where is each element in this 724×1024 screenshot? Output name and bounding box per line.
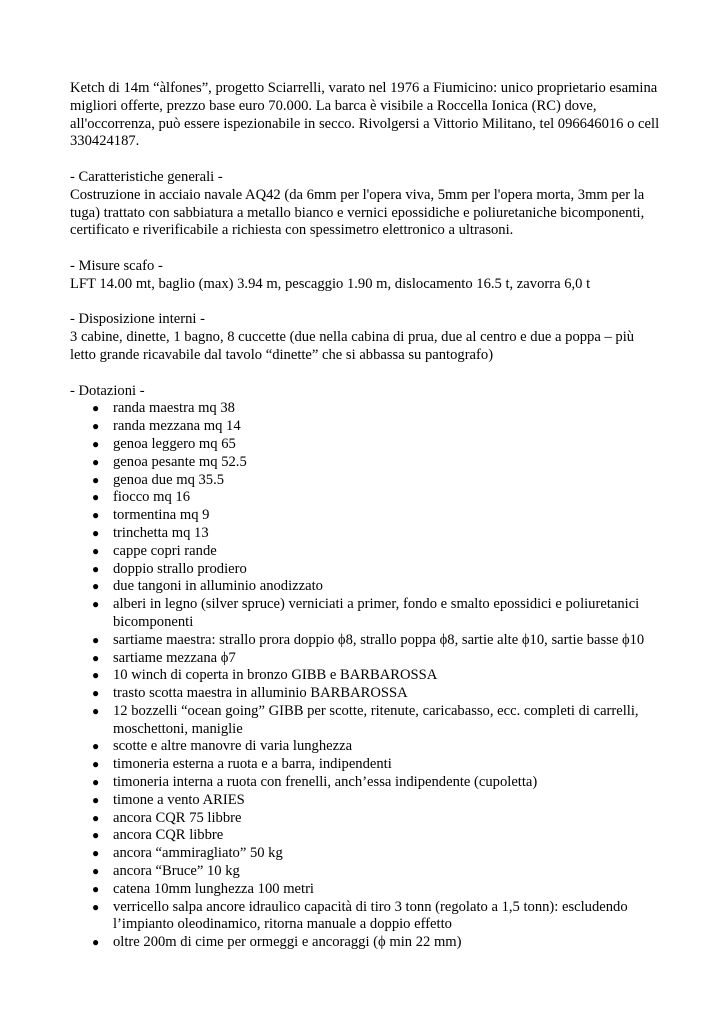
measures-heading: - Misure scafo - <box>70 257 163 274</box>
bullet-icon: ● <box>92 828 100 843</box>
list-item <box>70 561 660 579</box>
list-item <box>70 667 660 685</box>
list-item <box>70 436 660 454</box>
bullet-icon: ● <box>92 686 100 701</box>
list-item-text: genoa pesante mq 52.5 <box>113 453 247 470</box>
list-item-text: genoa due mq 35.5 <box>113 471 225 488</box>
list-item-text: sartiame mezzana ϕ7 <box>113 649 236 666</box>
spacer <box>70 151 660 169</box>
bullet-icon: ● <box>92 650 100 665</box>
list-item-text: timoneria interna a ruota con frenelli, anch’essa indipendente (cupoletta) <box>113 774 538 791</box>
list-item-text: genoa leggero mq 65 <box>113 435 236 452</box>
bullet-icon: ● <box>92 881 100 896</box>
bullet-icon: ● <box>92 508 100 523</box>
list-item-text: ancora “Bruce” 10 kg <box>113 863 240 880</box>
spacer <box>70 294 660 312</box>
bullet-icon: ● <box>92 899 100 914</box>
list-item-text: randa mezzana mq 14 <box>113 418 241 435</box>
bullet-icon: ● <box>92 525 100 540</box>
list-item <box>70 810 660 828</box>
list-item <box>70 827 660 845</box>
list-item-text: fiocco mq 16 <box>113 489 191 506</box>
list-item-text: trinchetta mq 13 <box>113 524 209 541</box>
list-item <box>70 703 660 739</box>
list-item <box>70 418 660 436</box>
list-item-text: ancora “ammiragliato” 50 kg <box>113 845 283 862</box>
bullet-icon: ● <box>92 472 100 487</box>
general-text: Costruzione in acciaio navale AQ42 (da 6mm per l'opera viva, 5mm per l'opera morta, 3mm per la tuga) trattato con sabbiatura a metallo bianco e vernici epossidiche e poliuretaniche bicomponenti, certificato e riverificabile a richiesta con spessimetro elettronico a ultrasoni. <box>70 186 645 239</box>
equipment-list <box>70 400 660 952</box>
intro-paragraph: Ketch di 14m “àlfones”, progetto Sciarrelli, varato nel 1976 a Fiumicino: unico proprietario esamina migliori offerte, prezzo base euro 70.000. La barca è visibile a Roccella Ionica (RC) dove, all'occorrenza, può essere ispezionabile in secco. Rivolgersi a Vittorio Militano, tel 096646016 o cell 330424187. <box>70 80 660 150</box>
spacer <box>70 365 660 383</box>
list-item <box>70 489 660 507</box>
list-item-text: doppio strallo prodiero <box>113 560 247 577</box>
bullet-icon: ● <box>92 668 100 683</box>
bullet-icon: ● <box>92 935 100 950</box>
list-item-text: timone a vento ARIES <box>113 791 245 808</box>
list-item-text: 10 winch di coperta in bronzo GIBB e BARBAROSSA <box>113 667 438 684</box>
bullet-icon: ● <box>92 775 100 790</box>
list-item-text: ancora CQR libbre <box>113 827 224 844</box>
list-item <box>70 845 660 863</box>
list-item <box>70 632 660 650</box>
list-item <box>70 738 660 756</box>
list-item <box>70 934 660 952</box>
list-item <box>70 899 660 935</box>
bullet-icon: ● <box>92 401 100 416</box>
list-item <box>70 578 660 596</box>
list-item <box>70 792 660 810</box>
bullet-icon: ● <box>92 597 100 612</box>
list-item-text: scotte e altre manovre di varia lunghezza <box>113 738 353 755</box>
list-item-text: due tangoni in alluminio anodizzato <box>113 578 323 595</box>
list-item <box>70 543 660 561</box>
document-page <box>70 80 660 952</box>
bullet-icon: ● <box>92 757 100 772</box>
list-item <box>70 863 660 881</box>
list-item-text: catena 10mm lunghezza 100 metri <box>113 880 314 897</box>
list-item <box>70 454 660 472</box>
interior-text: 3 cabine, dinette, 1 bagno, 8 cuccette (due nella cabina di prua, due al centro e due a poppa – più letto grande ricavabile dal tavolo “dinette” che si abbassa su pantografo) <box>70 329 635 363</box>
bullet-icon: ● <box>92 810 100 825</box>
list-item-text: 12 bozzelli “ocean going” GIBB per scotte, ritenute, caricabasso, ecc. completi di carrelli, moschettoni, maniglie <box>113 702 639 737</box>
equipment-heading: - Dotazioni - <box>70 382 145 399</box>
list-item <box>70 596 660 632</box>
list-item <box>70 507 660 525</box>
bullet-icon: ● <box>92 436 100 451</box>
list-item-text: randa maestra mq 38 <box>113 400 235 417</box>
list-item-text: cappe copri rande <box>113 542 217 559</box>
list-item <box>70 881 660 899</box>
list-item <box>70 650 660 668</box>
list-item <box>70 525 660 543</box>
interior-heading: - Disposizione interni - <box>70 311 205 328</box>
bullet-icon: ● <box>92 703 100 718</box>
bullet-icon: ● <box>92 561 100 576</box>
bullet-icon: ● <box>92 419 100 434</box>
list-item-text: alberi in legno (silver spruce) verniciati a primer, fondo e smalto epossidici e poliuretanici bicomponenti <box>113 596 640 630</box>
bullet-icon: ● <box>92 579 100 594</box>
bullet-icon: ● <box>92 632 100 647</box>
list-item-text: oltre 200m di cime per ormeggi e ancoraggi (ϕ min 22 mm) <box>113 934 462 951</box>
bullet-icon: ● <box>92 846 100 861</box>
general-heading: - Caratteristiche generali - <box>70 168 223 185</box>
bullet-icon: ● <box>92 864 100 879</box>
spacer <box>70 240 660 258</box>
list-item-text: sartiame maestra: strallo prora doppio ϕ8, strallo poppa ϕ8, sartie alte ϕ10, sartie basse ϕ10 <box>113 631 645 648</box>
list-item <box>70 774 660 792</box>
list-item <box>70 400 660 418</box>
bullet-icon: ● <box>92 792 100 807</box>
measures-text: LFT 14.00 mt, baglio (max) 3.94 m, pescaggio 1.90 m, dislocamento 16.5 t, zavorra 6,0 t <box>70 275 591 292</box>
list-item <box>70 685 660 703</box>
bullet-icon: ● <box>92 454 100 469</box>
bullet-icon: ● <box>92 490 100 505</box>
bullet-icon: ● <box>92 543 100 558</box>
list-item-text: timoneria esterna a ruota e a barra, indipendenti <box>113 756 392 773</box>
list-item <box>70 472 660 490</box>
list-item-text: verricello salpa ancore idraulico capacità di tiro 3 tonn (regolato a 1,5 tonn): escludendo l’impianto oleodinamico, ritorna manuale a doppio effetto <box>113 898 628 933</box>
list-item-text: ancora CQR 75 libbre <box>113 809 242 826</box>
list-item-text: tormentina mq 9 <box>113 507 210 524</box>
list-item-text: trasto scotta maestra in alluminio BARBAROSSA <box>113 685 408 702</box>
list-item <box>70 756 660 774</box>
bullet-icon: ● <box>92 739 100 754</box>
